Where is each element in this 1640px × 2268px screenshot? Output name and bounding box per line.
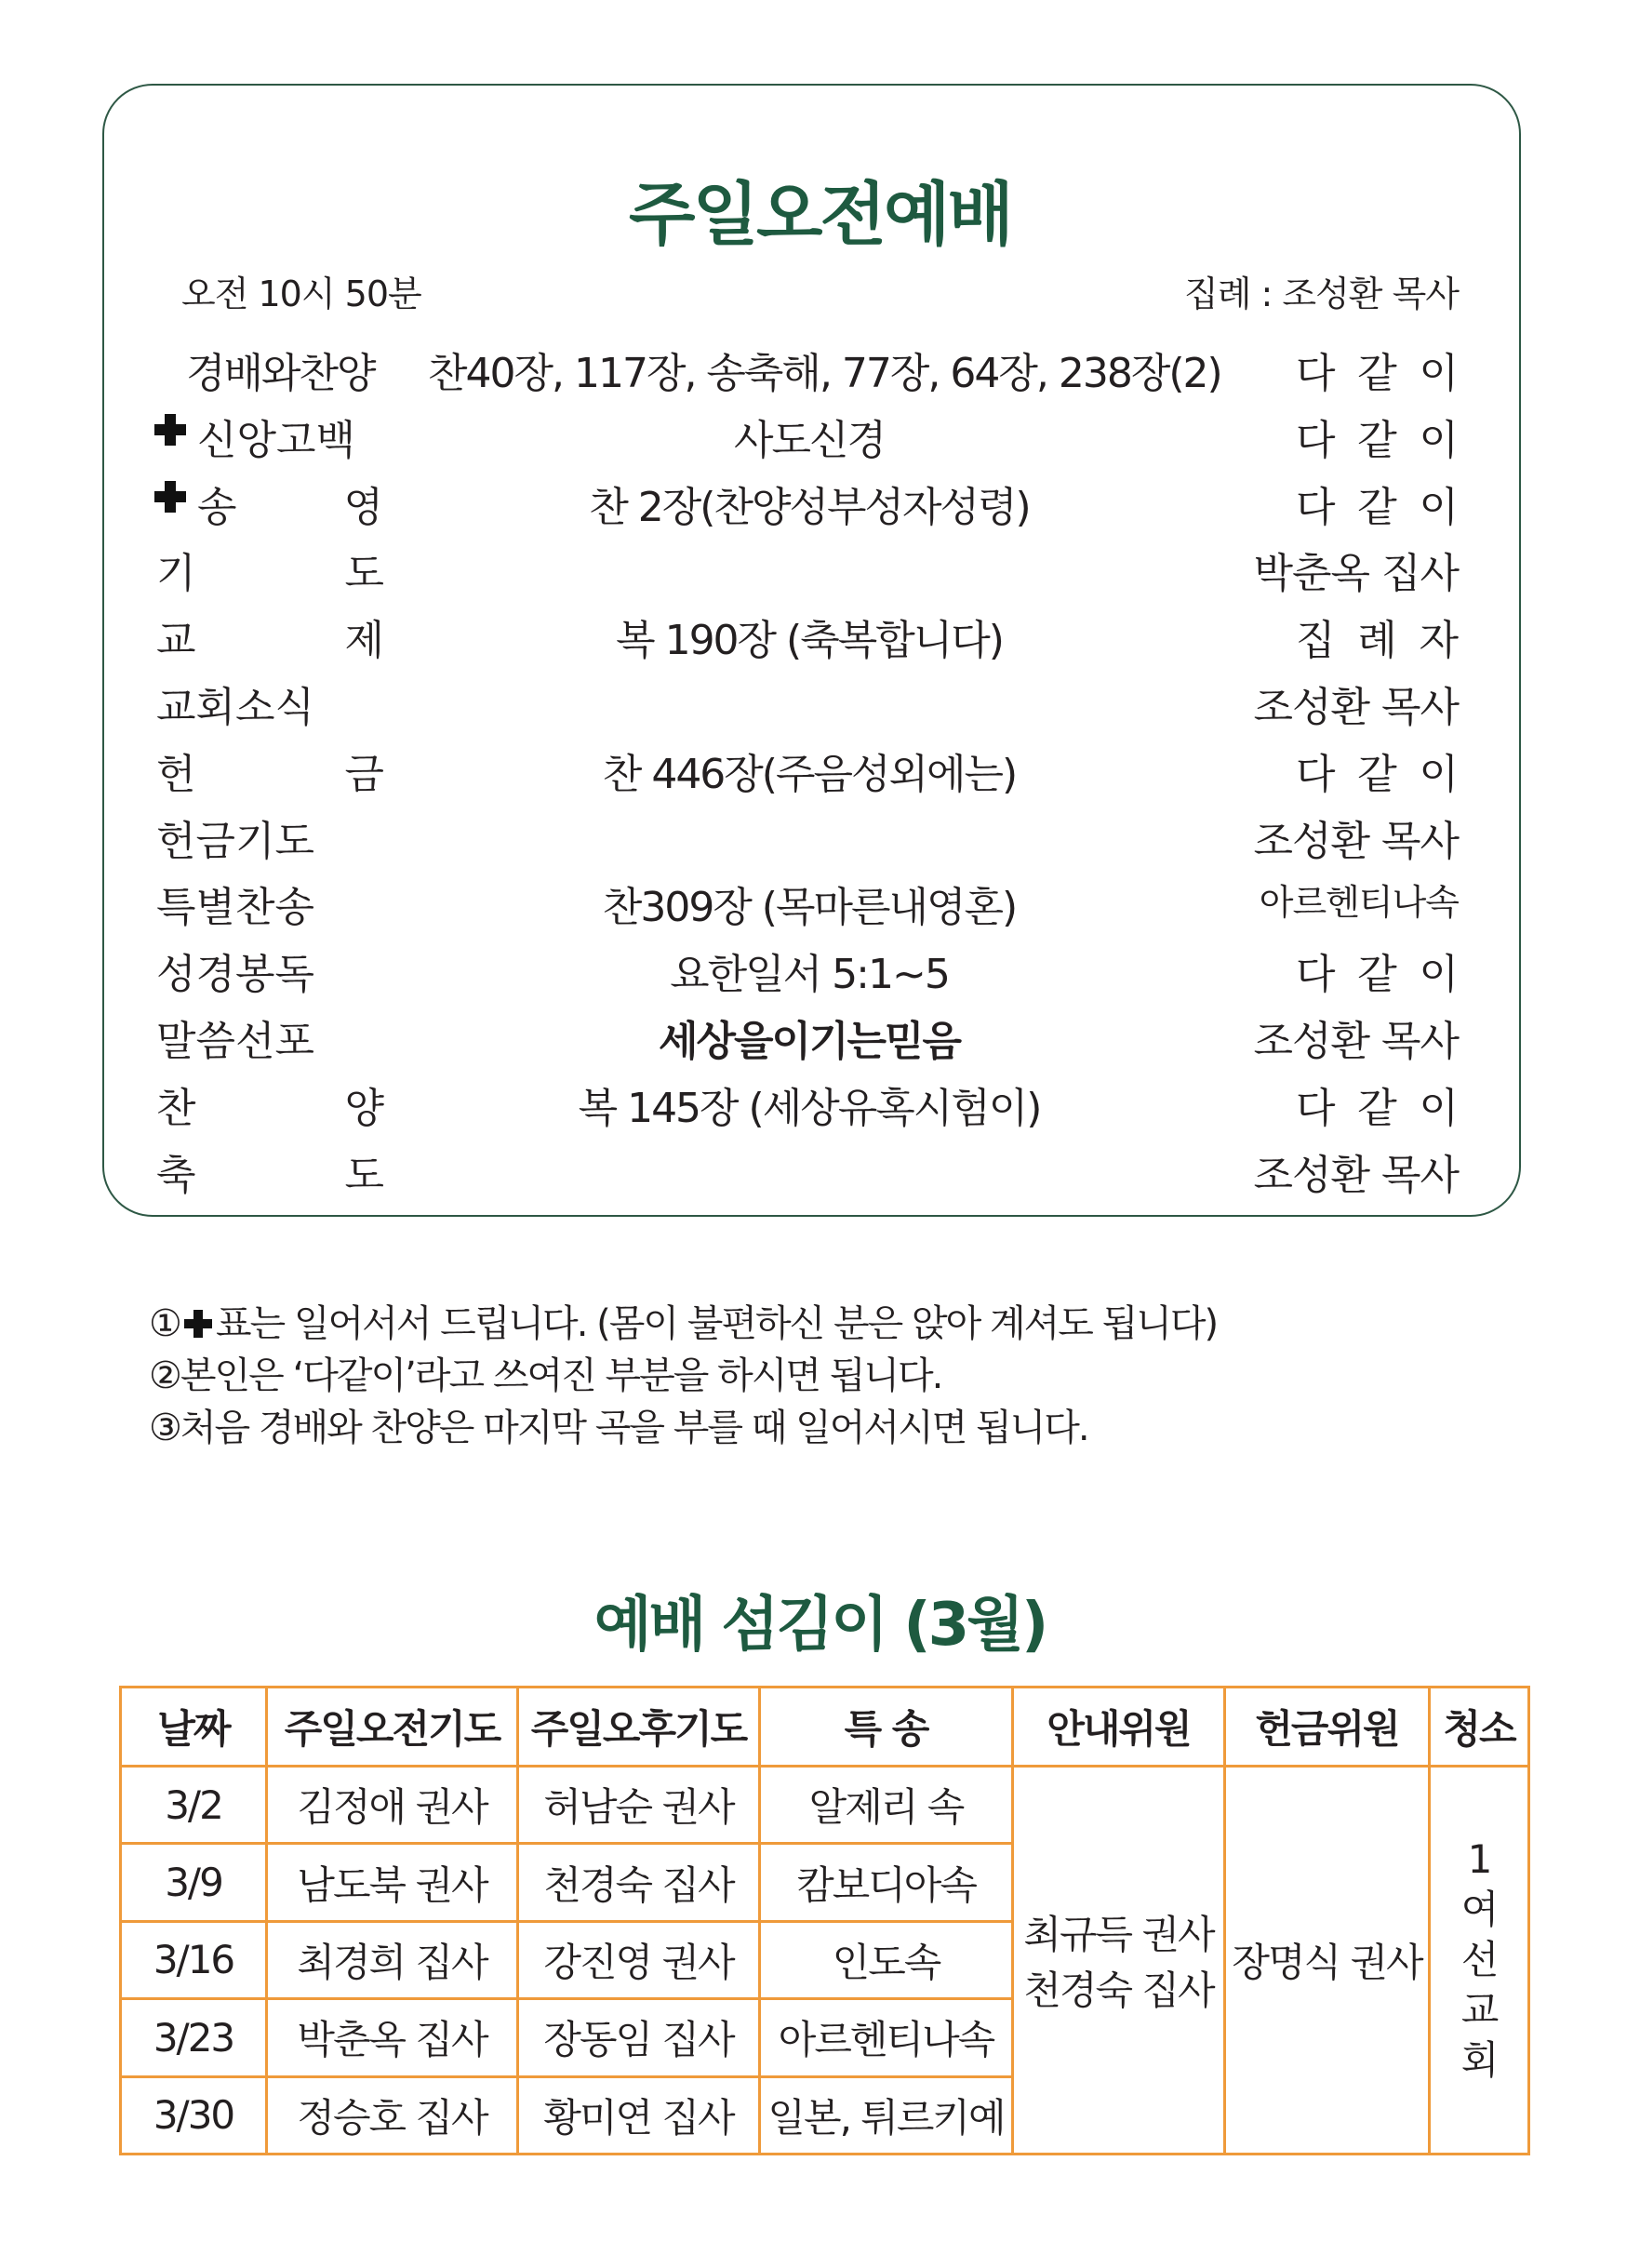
order-row bbox=[0, 674, 1640, 740]
order-item-person: 조성환 목사 bbox=[1253, 1151, 1459, 1199]
table-row bbox=[121, 1767, 1529, 1844]
order-item-content: 세상을이기는믿음 bbox=[658, 1018, 961, 1065]
order-item-content: 복 190장 (축복합니다) bbox=[616, 617, 1003, 665]
note-2: ②본인은 ‘다같이’라고 쓰여진 부분을 하시면 됩니다. bbox=[149, 1354, 942, 1397]
cross-icon bbox=[184, 1310, 212, 1338]
cell-date: 3/2 bbox=[121, 1767, 267, 1844]
order-item-name: 성경봉독 bbox=[156, 951, 315, 999]
guide-2: 천경숙 집사 bbox=[1023, 1968, 1214, 2013]
order-item-person: 조성환 목사 bbox=[1253, 1018, 1459, 1065]
order-item-name: 말씀선포 bbox=[156, 1018, 315, 1065]
order-item-person: 조성환 목사 bbox=[1253, 684, 1459, 731]
cell-morning-prayer: 최경희 집사 bbox=[267, 1921, 518, 1998]
order-row bbox=[0, 941, 1640, 1007]
order-item-name: 교회소식 bbox=[156, 684, 315, 731]
order-item-person: 다 같 이 bbox=[1296, 1084, 1459, 1132]
order-item-person: 다 같 이 bbox=[1296, 750, 1459, 798]
order-item-name: 기 도 bbox=[156, 550, 384, 598]
note-3: ③처음 경배와 찬양은 마지막 곡을 부를 때 일어서시면 됩니다. bbox=[149, 1407, 1088, 1449]
note-1: ① 표는 일어서서 드립니다. (몸이 불편하신 분은 앉아 계셔도 됩니다) bbox=[149, 1302, 1218, 1345]
order-item-name: 송 영 bbox=[197, 483, 383, 531]
header-morning-prayer: 주일오전기도 bbox=[267, 1688, 518, 1767]
order-row bbox=[0, 740, 1640, 807]
cell-special-song: 인도속 bbox=[760, 1921, 1013, 1998]
cell-morning-prayer: 남도북 권사 bbox=[267, 1844, 518, 1921]
cell-special-song: 일본, 튀르키예 bbox=[760, 2076, 1013, 2154]
cell-date: 3/16 bbox=[121, 1921, 267, 1998]
cell-afternoon-prayer: 강진영 권사 bbox=[518, 1921, 760, 1998]
order-item-content: 찬 446장(주음성외에는) bbox=[602, 750, 1017, 798]
order-item-name: 축 도 bbox=[156, 1151, 384, 1199]
servants-table bbox=[119, 1686, 1530, 2155]
order-item-person: 다 같 이 bbox=[1296, 416, 1459, 464]
cell-morning-prayer: 정승호 집사 bbox=[267, 2076, 518, 2154]
order-item-person: 박춘옥 집사 bbox=[1253, 550, 1459, 598]
order-row bbox=[0, 1007, 1640, 1074]
service-time: 오전 10시 50분 bbox=[181, 273, 421, 314]
service-leader: 집례 : 조성환 목사 bbox=[1184, 273, 1459, 314]
header-date: 날짜 bbox=[121, 1688, 267, 1767]
order-row bbox=[0, 807, 1640, 874]
notes bbox=[149, 1298, 1217, 1454]
order-item-name: 경배와찬양 bbox=[186, 350, 375, 397]
order-item-name: 찬 양 bbox=[156, 1084, 384, 1132]
order-item-content: 복 145장 (세상유혹시험이) bbox=[578, 1084, 1041, 1132]
header-cleaning: 청소 bbox=[1430, 1688, 1529, 1767]
header-offering: 헌금위원 bbox=[1225, 1688, 1430, 1767]
order-item-content: 사도신경 bbox=[733, 416, 885, 464]
order-row bbox=[0, 407, 1640, 474]
cell-special-song: 캄보디아속 bbox=[760, 1844, 1013, 1921]
table-header-row bbox=[121, 1688, 1529, 1767]
cross-icon bbox=[154, 481, 186, 513]
order-row bbox=[0, 607, 1640, 674]
order-item-content: 요한일서 5:1~5 bbox=[670, 951, 949, 999]
order-item-content: 찬309장 (목마른내영혼) bbox=[602, 884, 1017, 932]
order-item-person: 다 같 이 bbox=[1296, 483, 1459, 531]
servants-title: 예배 섬김이 (3월) bbox=[593, 1591, 1047, 1660]
cell-offering: 장명식 권사 bbox=[1225, 1767, 1430, 2155]
cell-morning-prayer: 박춘옥 집사 bbox=[267, 1999, 518, 2076]
cell-date: 3/23 bbox=[121, 1999, 267, 2076]
cell-special-song: 알제리 속 bbox=[760, 1767, 1013, 1844]
order-item-content: 찬 2장(찬양성부성자성령) bbox=[589, 483, 1030, 531]
order-item-person: 아르헨티나속 bbox=[1259, 882, 1459, 924]
cell-date: 3/9 bbox=[121, 1844, 267, 1921]
order-item-person: 조성환 목사 bbox=[1253, 817, 1459, 865]
order-item-person: 집 례 자 bbox=[1296, 617, 1459, 665]
header-afternoon-prayer: 주일오후기도 bbox=[518, 1688, 760, 1767]
order-item-content: 찬40장, 117장, 송축해, 77장, 64장, 238장(2) bbox=[428, 350, 1221, 397]
service-title: 주일오전예배 bbox=[629, 175, 1011, 255]
order-item-person: 다 같 이 bbox=[1296, 951, 1459, 999]
header-special-song: 특 송 bbox=[760, 1688, 1013, 1767]
cell-guide bbox=[1013, 1767, 1225, 2155]
cell-cleaning bbox=[1430, 1767, 1529, 2155]
cell-morning-prayer: 김정애 권사 bbox=[267, 1767, 518, 1844]
order-item-name: 특별찬송 bbox=[156, 884, 315, 932]
order-row bbox=[0, 1074, 1640, 1141]
order-item-name: 교 제 bbox=[156, 617, 384, 665]
cell-special-song: 아르헨티나속 bbox=[760, 1999, 1013, 2076]
order-row bbox=[0, 1141, 1640, 1208]
cell-date: 3/30 bbox=[121, 2076, 267, 2154]
order-item-name: 헌금기도 bbox=[156, 817, 315, 865]
cell-afternoon-prayer: 황미연 집사 bbox=[518, 2076, 760, 2154]
cell-afternoon-prayer: 허남순 권사 bbox=[518, 1767, 760, 1844]
header-guide: 안내위원 bbox=[1013, 1688, 1225, 1767]
order-row bbox=[0, 474, 1640, 540]
order-item-name: 헌 금 bbox=[156, 750, 384, 798]
order-item-name: 신앙고백 bbox=[197, 416, 356, 464]
cell-afternoon-prayer: 천경숙 집사 bbox=[518, 1844, 760, 1921]
cleaning-text: 1여선교회 bbox=[1460, 1836, 1498, 2083]
cross-icon bbox=[154, 414, 186, 446]
order-row bbox=[0, 540, 1640, 607]
guide-1: 최규득 권사 bbox=[1023, 1912, 1214, 1957]
order-row bbox=[0, 874, 1640, 941]
cell-afternoon-prayer: 장동임 집사 bbox=[518, 1999, 760, 2076]
order-item-person: 다 같 이 bbox=[1296, 350, 1459, 397]
order-row bbox=[0, 340, 1640, 407]
